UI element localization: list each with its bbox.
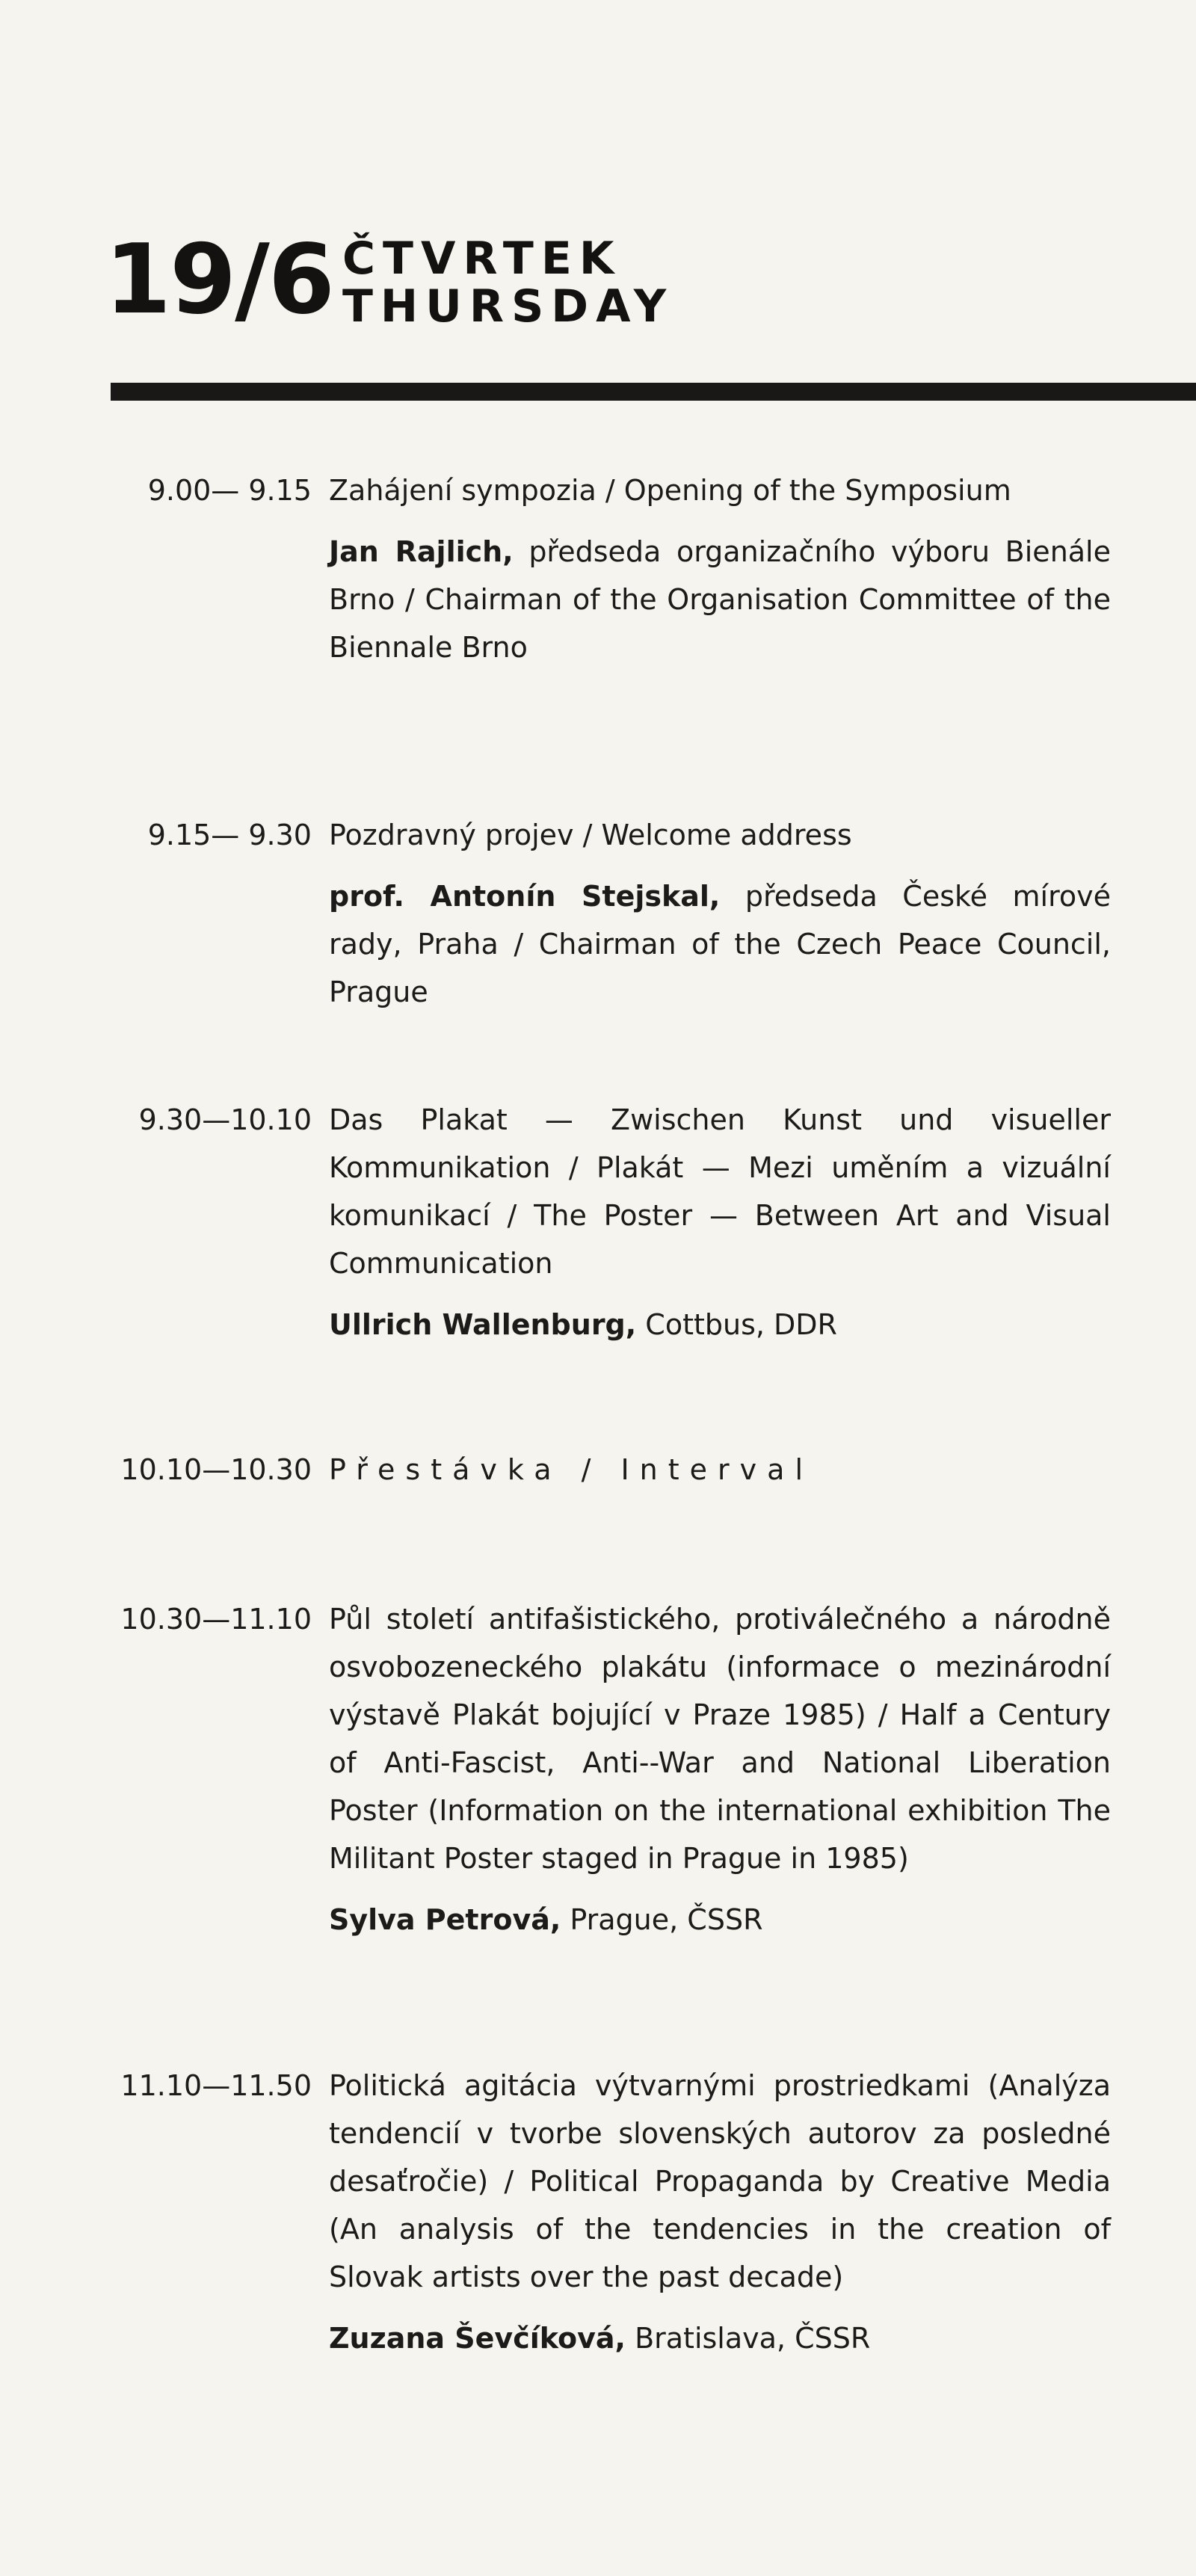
speaker-info: Bratislava, ČSSR bbox=[635, 2322, 871, 2355]
entry-content bbox=[329, 1096, 1111, 1349]
entry-time: 11.10—11.50 bbox=[120, 2069, 312, 2102]
day-name-czech: ČTVRTEK bbox=[342, 232, 622, 285]
entry-speaker bbox=[329, 528, 1111, 671]
speaker-name: Zuzana Ševčíková, bbox=[329, 2322, 626, 2355]
entry-content bbox=[329, 1595, 1111, 1944]
entry-content bbox=[329, 1446, 1111, 1494]
speaker-name: Jan Rajlich, bbox=[329, 535, 514, 568]
entry-title: Politická agitácia výtvarnými prostriedkami (Analýza tendencií v tvorbe slovenských autorov za posledné desaťročie) / Political Propaganda by Creative Media (An analysis of the tendencies in the creation of Slovak artists over the past decade) bbox=[329, 2069, 1111, 2293]
speaker-name: prof. Antonín Stejskal, bbox=[329, 880, 721, 913]
entry-content bbox=[329, 466, 1111, 671]
entry-speaker bbox=[329, 1301, 1111, 1349]
entry-speaker bbox=[329, 1896, 1111, 1944]
entry-time: 9.30—10.10 bbox=[138, 1103, 312, 1136]
entry-title: Půl století antifašistického, protiválečného a národně osvobozeneckého plakátu (informace o mezinárodní výstavě Plakát bojující v Praze 1985) / Half a Century of Anti-Fascist, Anti--War and National Liberation Poster (Information on the international exhibition The Militant Poster staged in Prague in 1985) bbox=[329, 1603, 1111, 1875]
entry-speaker bbox=[329, 872, 1111, 1016]
speaker-info: předseda České mírové rady, Praha / Chairman of the Czech Peace Council, Prague bbox=[329, 880, 1111, 1008]
entry-content bbox=[329, 811, 1111, 1016]
speaker-info: Cottbus, DDR bbox=[645, 1308, 837, 1341]
entry-time: 10.30—11.10 bbox=[120, 1603, 312, 1636]
entry-title: Zahájení sympozia / Opening of the Symposium bbox=[329, 474, 1011, 507]
entry-time: 9.15— 9.30 bbox=[147, 819, 312, 851]
date-heading: 19/6 bbox=[105, 224, 333, 336]
speaker-name: Ullrich Wallenburg, bbox=[329, 1308, 637, 1341]
entry-title: Das Plakat — Zwischen Kunst und visueller Kommunikation / Plakát — Mezi uměním a vizuální komunikací / The Poster — Between Art and Visual Communication bbox=[329, 1103, 1111, 1280]
entry-speaker bbox=[329, 2314, 1111, 2362]
speaker-info: předseda organizačního výboru Bienále Brno / Chairman of the Organisation Committee of the Biennale Brno bbox=[329, 535, 1111, 664]
entry-content bbox=[329, 2062, 1111, 2362]
day-name-english: THURSDAY bbox=[342, 280, 674, 333]
entry-time: 9.00— 9.15 bbox=[147, 474, 312, 507]
header-divider bbox=[111, 383, 1196, 401]
entry-time: 10.10—10.30 bbox=[120, 1453, 312, 1486]
entry-title: Pozdravný projev / Welcome address bbox=[329, 819, 852, 851]
entry-title: Přestávka / Interval bbox=[329, 1453, 813, 1486]
speaker-name: Sylva Petrová, bbox=[329, 1903, 561, 1936]
day-names bbox=[342, 232, 674, 333]
speaker-info: Prague, ČSSR bbox=[570, 1903, 763, 1936]
